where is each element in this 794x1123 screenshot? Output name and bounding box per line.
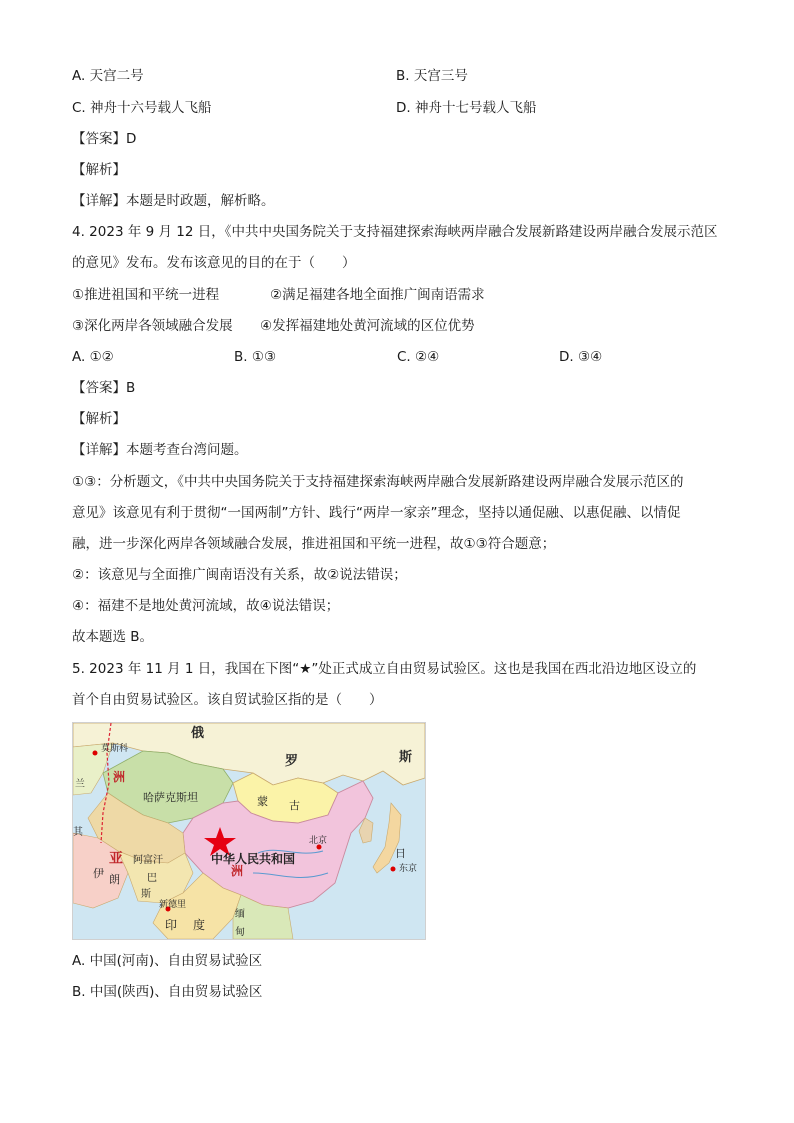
q4-stem-line-2: 的意见》发布。发布该意见的目的在于（ ） xyxy=(72,255,356,271)
q5-option-a: A. 中国(河南)、自由贸易试验区 xyxy=(72,953,263,969)
q4-answer: 【答案】B xyxy=(72,380,136,396)
map-label-japan: 日 xyxy=(395,847,406,860)
q5-stem-line-1: 5. 2023 年 11 月 1 日，我国在下图“★”处正式成立自由贸易试验区。这也是我国在西北沿边地区设立的 xyxy=(72,661,697,677)
map-label-russia-2: 罗 xyxy=(285,754,299,769)
q5-stem-line-2: 首个自由贸易试验区。该自贸试验区指的是（ ） xyxy=(72,692,383,708)
map-label-moscow: 莫斯科 xyxy=(101,744,129,754)
map-label-pakistan-1: 巴 xyxy=(147,873,157,884)
map-label-pakistan-2: 斯 xyxy=(141,889,151,900)
map-label-iran-2: 朗 xyxy=(109,873,120,886)
q4-explanation-line-5: ④：福建不是地处黄河流域，故④说法错误； xyxy=(72,598,340,614)
map-label-kazakhstan: 哈萨克斯坦 xyxy=(143,791,198,804)
q5-option-b: B. 中国(陕西)、自由贸易试验区 xyxy=(72,984,263,1000)
q4-conclusion: 故本题选 B。 xyxy=(72,629,154,645)
map-label-mongolia-2: 古 xyxy=(289,799,300,812)
q3-option-a: A. 天宫二号 xyxy=(72,68,144,84)
q4-item-2: ②满足福建各地全面推广闽南语需求 xyxy=(270,287,485,303)
map-label-india-1: 印 xyxy=(165,918,178,932)
map-label-russia-1: 俄 xyxy=(191,726,205,741)
map-label-lan: 兰 xyxy=(75,779,85,790)
map-label-asia-3: 洲 xyxy=(113,770,126,784)
map-label-russia-3: 斯 xyxy=(399,750,413,765)
q4-explanation-line-2: 意见》该意见有利于贯彻“一国两制”方针、践行“两岸一家亲”理念，坚持以通促融、以惠促融、以情促 xyxy=(72,505,681,521)
map-label-myanmar-2: 甸 xyxy=(235,927,245,938)
q3-option-d: D. 神舟十七号载人飞船 xyxy=(396,100,537,116)
q4-explanation-line-4: ②：该意见与全面推广闽南语没有关系，故②说法错误； xyxy=(72,567,407,583)
map-label-tokyo: 东京 xyxy=(399,864,418,874)
q4-explanation-line-1: ①③：分析题文，《中共中央国务院关于支持福建探索海峡两岸融合发展新路建设两岸融合发展示范区的 xyxy=(72,474,684,490)
q3-answer: 【答案】D xyxy=(72,131,137,147)
map-label-newdelhi: 新德里 xyxy=(159,900,187,910)
map-label-china: 中华人民共和国 xyxy=(211,852,296,866)
map-label-beijing: 北京 xyxy=(309,836,328,846)
tokyo-dot xyxy=(391,867,396,872)
q4-option-b: B. ①③ xyxy=(234,349,277,365)
q4-analysis-label: 【解析】 xyxy=(72,411,126,427)
q3-option-b: B. 天宫三号 xyxy=(396,68,468,84)
q4-detail: 【详解】本题考查台湾问题。 xyxy=(72,442,248,458)
q4-item-3: ③深化两岸各领域融合发展 xyxy=(72,318,233,334)
q3-detail: 【详解】本题是时政题，解析略。 xyxy=(72,193,275,209)
q4-explanation-line-3: 融，进一步深化两岸各领域融合发展，推进祖国和平统一进程，故①③符合题意； xyxy=(72,536,556,552)
q4-option-a: A. ①② xyxy=(72,349,114,365)
map-label-india-2: 度 xyxy=(193,918,206,932)
q4-stem-line-1: 4. 2023 年 9 月 12 日，《中共中央国务院关于支持福建探索海峡两岸融合发展新路建设两岸融合发展示范区 xyxy=(72,224,718,240)
q4-option-c: C. ②④ xyxy=(397,349,440,365)
q3-option-c: C. 神舟十六号载人飞船 xyxy=(72,100,212,116)
q3-analysis-label: 【解析】 xyxy=(72,162,126,178)
map-label-turkey: 其 xyxy=(73,827,83,838)
map-label-myanmar-1: 缅 xyxy=(235,909,245,920)
moscow-dot xyxy=(93,751,98,756)
map-label-asia-1: 亚 xyxy=(109,851,123,867)
map-label-iran-1: 伊 xyxy=(93,867,104,880)
asia-map xyxy=(72,722,426,940)
map-label-asia-2: 洲 xyxy=(231,864,244,878)
q4-option-d: D. ③④ xyxy=(559,349,603,365)
q4-item-4: ④发挥福建地处黄河流域的区位优势 xyxy=(260,318,475,334)
q4-item-1: ①推进祖国和平统一进程 xyxy=(72,287,220,303)
map-label-mongolia-1: 蒙 xyxy=(257,795,268,808)
map-label-afghanistan: 阿富汗 xyxy=(133,855,163,866)
